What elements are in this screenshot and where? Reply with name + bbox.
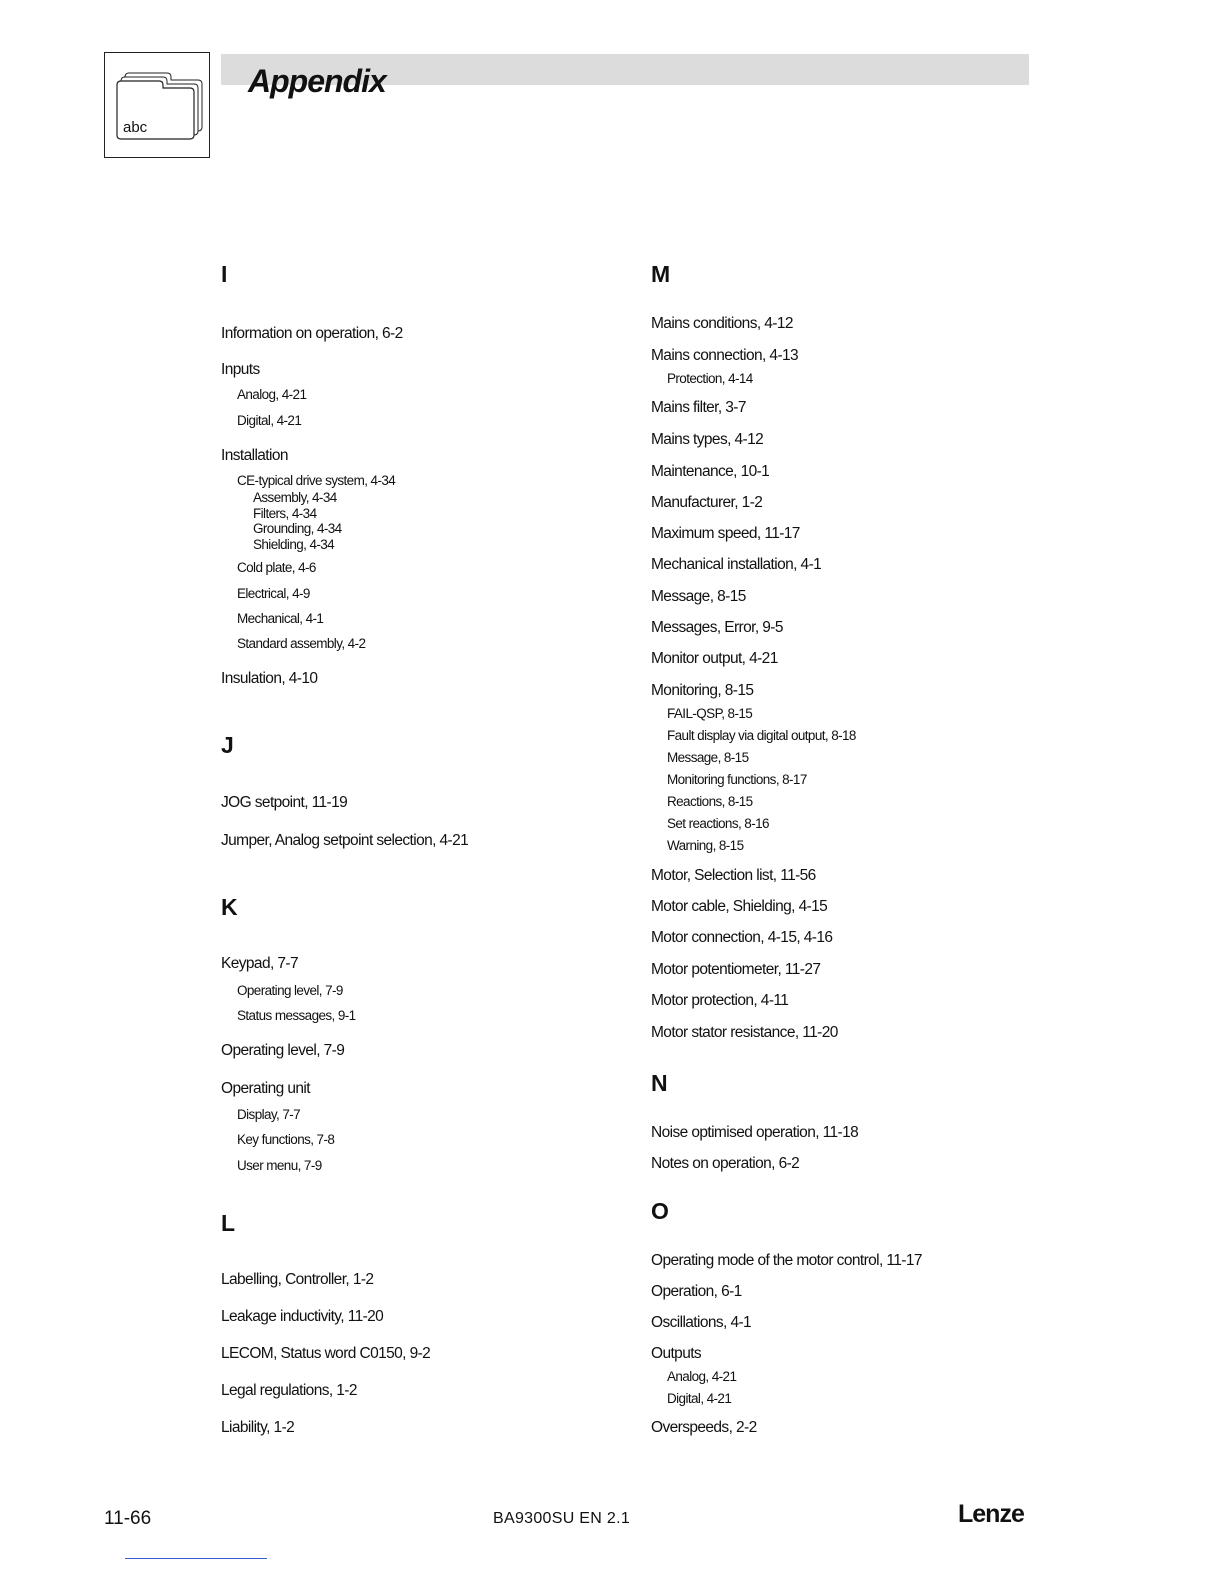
index-column-left (221, 256, 621, 1438)
index-subentry: Digital, 4-21 (667, 1391, 732, 1406)
spacer (651, 669, 1071, 681)
spacer (221, 653, 621, 669)
index-entry: Motor connection, 4-15, 4-16 (651, 929, 833, 946)
index-subentry: Set reactions, 8-16 (667, 816, 769, 831)
spacer (221, 628, 621, 635)
footer-link-underline (125, 1558, 267, 1559)
spacer (221, 1241, 621, 1270)
spacer (651, 1408, 1071, 1418)
index-entry: Jumper, Analog setpoint selection, 4-21 (221, 831, 469, 849)
spacer (221, 1364, 621, 1381)
spacer (221, 689, 621, 727)
spacer (221, 1401, 621, 1418)
index-entry: Overspeeds, 2-2 (651, 1419, 757, 1436)
index-entry: Monitoring, 8-15 (651, 682, 754, 699)
spacer (651, 886, 1071, 897)
index-subentry: CE-typical drive system, 4-34 (237, 473, 396, 488)
index-subentry: Key functions, 7-8 (237, 1131, 335, 1147)
brand-logo: Lenze (958, 1500, 1024, 1528)
index-subentry: Status messages, 9-1 (237, 1007, 356, 1023)
index-entry: JOG setpoint, 11-19 (221, 793, 348, 811)
index-subentry: Mechanical, 4-1 (237, 610, 324, 626)
index-entry: Mains conditions, 4-12 (651, 315, 793, 332)
spacer (221, 851, 621, 889)
spacer (651, 1302, 1071, 1313)
index-entry: Operating unit (221, 1079, 310, 1097)
index-letter-heading: O (651, 1198, 669, 1224)
spacer (651, 1011, 1071, 1023)
index-entry: Mechanical installation, 4-1 (651, 556, 822, 573)
index-entry: Installation (221, 447, 288, 464)
spacer (221, 577, 621, 585)
spacer (651, 1271, 1071, 1282)
spacer (651, 544, 1071, 555)
spacer (651, 1043, 1071, 1065)
index-subentry: Digital, 4-21 (237, 413, 302, 428)
index-entry: Motor, Selection list, 11-56 (651, 867, 816, 884)
spacer (221, 1025, 621, 1041)
spacer (221, 1124, 621, 1131)
index-entry: Messages, Error, 9-5 (651, 619, 783, 636)
index-entry: Leakage inductivity, 11-20 (221, 1307, 384, 1325)
index-entry: Motor cable, Shielding, 4-15 (651, 898, 828, 915)
index-subentry: Analog, 4-21 (237, 387, 307, 402)
index-entry: Notes on operation, 6-2 (651, 1155, 800, 1172)
index-subentry: Protection, 4-14 (667, 371, 753, 386)
spacer (221, 763, 621, 793)
spacer (651, 638, 1071, 649)
index-entry: Liability, 1-2 (221, 1418, 295, 1436)
index-subentry: Standard assembly, 4-2 (237, 635, 366, 651)
index-entry: Operation, 6-1 (651, 1283, 742, 1300)
index-subentry: User menu, 7-9 (237, 1157, 322, 1173)
index-entry: Mains connection, 4-13 (651, 347, 799, 364)
spacer (651, 1143, 1071, 1154)
index-letter-heading: N (651, 1070, 668, 1096)
index-column-right (651, 256, 1071, 1438)
page-number: 11-66 (104, 1508, 152, 1529)
index-subentry: Electrical, 4-9 (237, 585, 310, 601)
index-subentry: Monitoring functions, 8-17 (667, 772, 807, 787)
spacer (651, 418, 1071, 430)
index-subentry: Cold plate, 4-6 (237, 559, 316, 575)
spacer (651, 292, 1071, 314)
spacer (651, 1229, 1071, 1251)
index-entry: LECOM, Status word C0150, 9-2 (221, 1344, 431, 1362)
spacer (221, 813, 621, 831)
index-entry: Insulation, 4-10 (221, 669, 318, 687)
spacer (651, 482, 1071, 493)
index-entry: Maximum speed, 11-17 (651, 525, 800, 542)
spacer (221, 1099, 621, 1106)
index-entry: Oscillations, 4-1 (651, 1314, 752, 1331)
index-entry: Legal regulations, 1-2 (221, 1381, 357, 1399)
spacer (221, 404, 621, 412)
index-letter-heading: M (651, 261, 671, 287)
index-letter-heading: J (221, 731, 234, 758)
index-subentry: Message, 8-15 (667, 750, 749, 765)
spacer (651, 855, 1071, 866)
index-letter-heading: I (221, 261, 228, 287)
folder-icon (105, 53, 211, 159)
spacer (221, 603, 621, 610)
index-subentry: Fault display via digital output, 8-18 (667, 728, 856, 743)
spacer (651, 1333, 1071, 1344)
folder-label: abc (123, 119, 148, 136)
spacer (221, 1061, 621, 1079)
index-subentry: Display, 7-7 (237, 1106, 301, 1122)
index-entry: Motor potentiometer, 11-27 (651, 961, 821, 978)
index-entry: Operating level, 7-9 (221, 1041, 345, 1059)
index-subsubentry: Grounding, 4-34 (253, 521, 342, 537)
spacer (651, 334, 1071, 346)
index-subentry: Operating level, 7-9 (237, 982, 343, 998)
index-entry: Information on operation, 6-2 (221, 325, 403, 342)
spacer (651, 1174, 1071, 1193)
index-subsubentry: Shielding, 4-34 (253, 537, 335, 553)
index-entry: Manufacturer, 1-2 (651, 494, 763, 511)
spacer (651, 1101, 1071, 1123)
spacer (221, 1327, 621, 1344)
index-subsubentry: Assembly, 4-34 (253, 490, 337, 505)
spacer (651, 607, 1071, 618)
index-entry: Keypad, 7-7 (221, 954, 298, 972)
index-entry: Inputs (221, 361, 260, 378)
spacer (651, 575, 1071, 587)
index-entry: Operating mode of the motor control, 11-17 (651, 1252, 922, 1269)
spacer (221, 1149, 621, 1157)
page-title: Appendix (248, 63, 386, 99)
index-subentry: FAIL-QSP, 8-15 (667, 706, 753, 721)
spacer (221, 1175, 621, 1205)
index-entry: Mains filter, 3-7 (651, 399, 746, 416)
index-entry: Mains types, 4-12 (651, 431, 764, 448)
index-entry: Motor stator resistance, 11-20 (651, 1024, 838, 1041)
index-entry: Noise optimised operation, 11-18 (651, 1124, 859, 1141)
index-entry: Motor protection, 4-11 (651, 992, 789, 1009)
index-subsubentry: Filters, 4-34 (253, 505, 317, 521)
spacer (651, 917, 1071, 928)
index-subentry: Analog, 4-21 (667, 1369, 737, 1384)
index-entry: Labelling, Controller, 1-2 (221, 1270, 374, 1288)
spacer (221, 1290, 621, 1307)
chapter-folder-icon (104, 52, 210, 158)
spacer (221, 974, 621, 982)
index-entry: Maintenance, 10-1 (651, 463, 770, 480)
spacer (651, 513, 1071, 524)
spacer (651, 948, 1071, 960)
index-letter-heading: L (221, 1209, 236, 1236)
index-entry: Message, 8-15 (651, 588, 746, 605)
index-letter-heading: K (221, 893, 238, 920)
spacer (651, 388, 1071, 398)
index-entry: Outputs (651, 1345, 702, 1362)
spacer (221, 925, 621, 954)
index-subentry: Reactions, 8-15 (667, 794, 753, 809)
document-id: BA9300SU EN 2.1 (493, 1510, 631, 1527)
index-entry: Monitor output, 4-21 (651, 650, 778, 667)
spacer (221, 1000, 621, 1007)
spacer (221, 344, 621, 360)
spacer (221, 292, 621, 324)
spacer (221, 430, 621, 446)
index-subentry: Warning, 8-15 (667, 838, 744, 853)
spacer (651, 450, 1071, 462)
spacer (651, 980, 1071, 991)
